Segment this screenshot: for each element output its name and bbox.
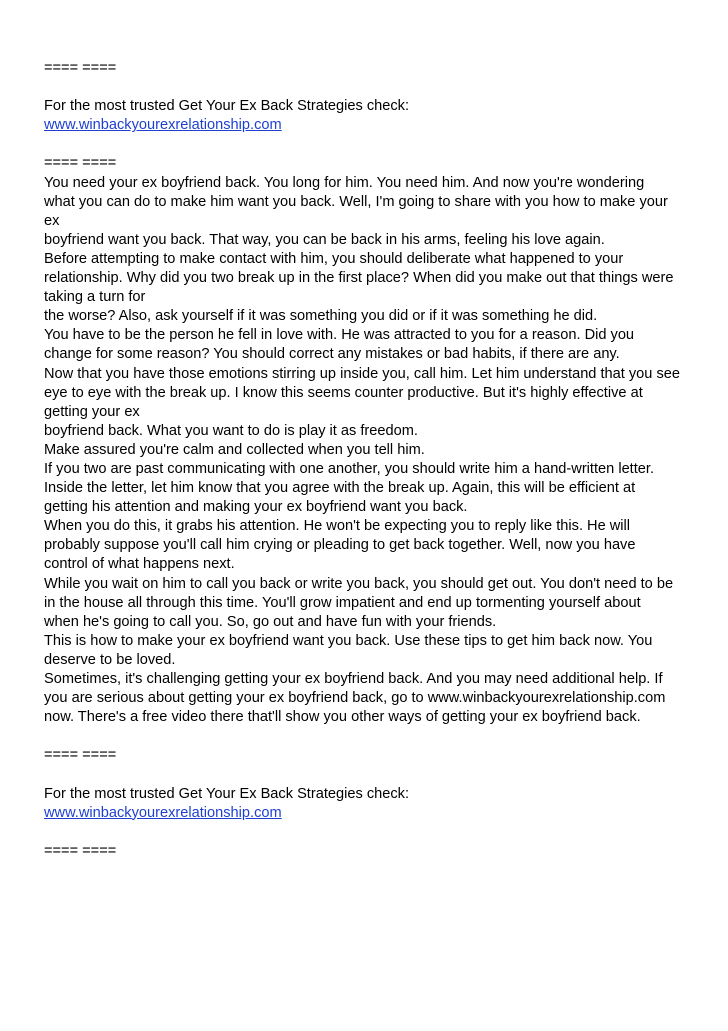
document-page [44,59,704,861]
article-line: change for some reason? You should correct any mistakes or bad habits, if there are any. [44,346,620,363]
article-line: When you do this, it grabs his attention. He won't be expecting you to reply like this. He will [44,518,631,535]
article-line: While you wait on him to call you back or write you back, you should get out. You don't need to be [44,575,674,592]
article-line: getting his attention and making your ex boyfriend want you back. [44,499,468,516]
article-line: ex [44,212,60,229]
article-line: You need your ex boyfriend back. You long for him. You need him. And now you're wondering [44,174,645,191]
article-line: the worse? Also, ask yourself if it was something you did or if it was something he did. [44,308,598,325]
footer-website-link[interactable]: www.winbackyourexrelationship.com [44,804,282,821]
article-line: boyfriend back. What you want to do is play it as freedom. [44,422,418,439]
article-line: Make assured you're calm and collected when you tell him. [44,441,425,458]
article-line: getting your ex [44,403,140,420]
article-line: you are serious about getting your ex boyfriend back, go to www.winbackyourexrelationship.com [44,690,666,707]
spacer [44,727,704,746]
spacer [44,765,704,784]
article-line: This is how to make your ex boyfriend want you back. Use these tips to get him back now. You [44,632,653,649]
top-separator: ==== ==== [44,60,117,76]
spacer [44,135,704,154]
header-website-link[interactable]: www.winbackyourexrelationship.com [44,117,282,134]
article-line: If you two are past communicating with one another, you should write him a hand-written letter. [44,460,655,477]
header-promo-text: For the most trusted Get Your Ex Back Strategies check: [44,98,410,115]
spacer [44,823,704,842]
spacer [44,78,704,97]
article-line: You have to be the person he fell in love with. He was attracted to you for a reason. Did you [44,327,635,344]
article-line: taking a turn for [44,289,146,306]
footer-promo-text: For the most trusted Get Your Ex Back Strategies check: [44,785,410,802]
article-separator: ==== ==== [44,155,117,172]
article-line: when he's going to call you. So, go out and have fun with your friends. [44,613,497,630]
article-line: Before attempting to make contact with him, you should deliberate what happened to your [44,250,624,267]
article-line: relationship. Why did you two break up in the first place? When did you make out that things were [44,270,674,287]
article-line: Inside the letter, let him know that you agree with the break up. Again, this will be efficient at [44,480,636,497]
article-line: what you can do to make him want you back. Well, I'm going to share with you how to make your [44,193,668,210]
article-line: now. There's a free video there that'll show you other ways of getting your ex boyfriend back. [44,709,641,726]
article-line: deserve to be loved. [44,651,176,668]
article-line: Now that you have those emotions stirring up inside you, call him. Let him understand that you see [44,365,680,382]
article-line: in the house all through this time. You'll grow impatient and end up tormenting yourself about [44,594,641,611]
article-line: probably suppose you'll call him crying or pleading to get back together. Well, now you have [44,537,636,554]
article-line: control of what happens next. [44,556,235,573]
article-line: eye to eye with the break up. I know this seems counter productive. But it's highly effective at [44,384,643,401]
footer-separator-top: ==== ==== [44,747,117,764]
footer-separator-bottom: ==== ==== [44,842,117,859]
article-line: boyfriend want you back. That way, you can be back in his arms, feeling his love again. [44,231,605,248]
article-line: Sometimes, it's challenging getting your ex boyfriend back. And you may need additional help. If [44,671,663,687]
article-body [44,174,704,728]
